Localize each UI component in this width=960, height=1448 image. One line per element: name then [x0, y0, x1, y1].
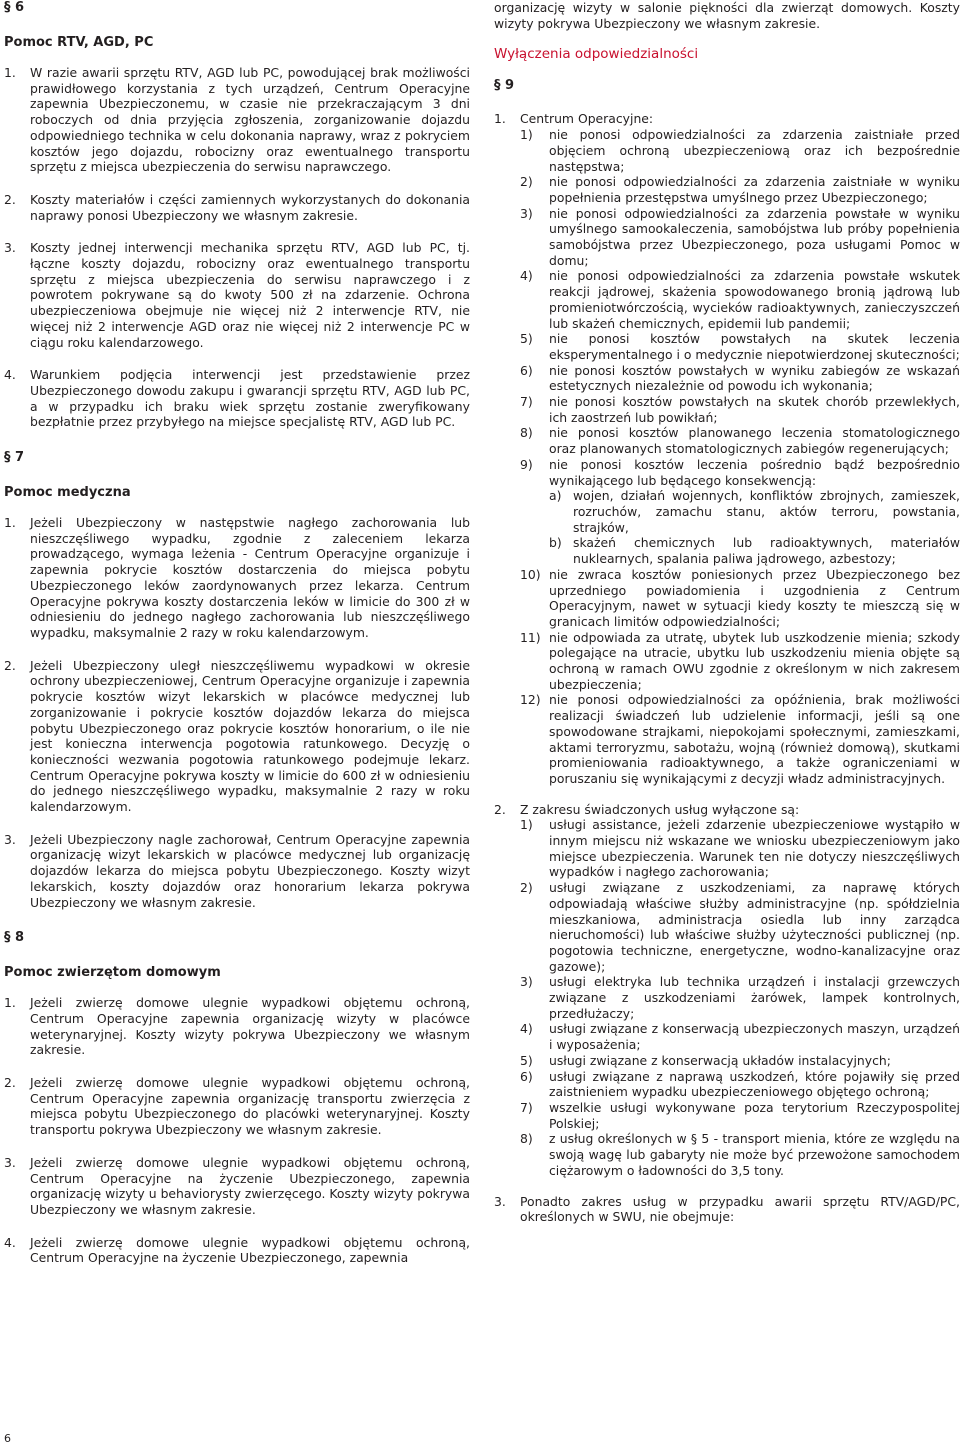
list-item: 11) nie odpowiada za utratę, ubytek lub uszkodzenie mienia; szkody polegające na utracie, ubytku lub uszkodzeniu mienia objęte są ochroną w ramach OWU zgodnie z określonym w nich zakresem ubezpieczenia;	[520, 629, 960, 692]
list-item: 8) nie ponosi kosztów planowanego leczenia stomatologicznego oraz planowanych stomatologicznych zabiegów regenerujących;	[520, 425, 960, 457]
list-item: 3) usługi elektryka lub technika urządzeń i instalacji grzewczych związane z uszkodzeniami żarówek, lampek kontrolnych, przedłużaczy;	[520, 974, 960, 1021]
list-item: 1. Jeżeli zwierzę domowe ulegnie wypadkowi objętemu ochroną, Centrum Operacyjne zapewnia organizację wizyty w placówce weterynaryjnej. Koszty wizyty pokrywa Ubezpieczony we własnym zakresie.	[4, 995, 470, 1058]
excluded-services-sublist	[494, 817, 960, 1178]
list-item: 3. Ponadto zakres usług w przypadku awarii sprzętu RTV/AGD/PC, określonych w SWU, nie obejmuje:	[494, 1193, 960, 1225]
list-item: 6) usługi związane z naprawą uszkodzeń, które pojawiły się przed zaistnieniem wypadku ubezpieczeniowego objętego ochroną;	[520, 1068, 960, 1100]
list-item: 9) nie ponosi kosztów leczenia pośrednio bądź bezpośrednio wynikającego lub będącego konsekwencją:	[520, 456, 960, 488]
section-title-medical: Pomoc medyczna	[4, 485, 131, 501]
section-title-pets: Pomoc zwierzętom domowym	[4, 965, 221, 981]
list-item: 1. Centrum Operacyjne:	[494, 111, 654, 127]
section-marker-9: § 9	[494, 78, 515, 94]
list-item: 1) nie ponosi odpowiedzialności za zdarzenia zaistniałe przed objęciem ochroną ubezpieczeniową oraz ich bezpośrednie następstwa;	[520, 127, 960, 174]
section-marker-7: § 7	[4, 450, 25, 466]
list-item: 1) usługi assistance, jeżeli zdarzenie ubezpieczeniowe wystąpiło w innym miejscu niż wskazane we wniosku ubezpieczeniowym jako miejsce ubezpieczenia. Warunek ten nie dotyczy nieszczęśliwych wypadków i nagłego zachorowania;	[520, 817, 960, 880]
list-item: 2. Jeżeli Ubezpieczony uległ nieszczęśliwemu wypadkowi w okresie ochrony ubezpieczeniowej, Centrum Operacyjne organizuje i zapewnia pokrycie kosztów wizyt lekarskich w placówce medycznej lub zorganizowanie i pokrycie kosztów dojazdów lekarza do miejsca pobytu Ubezpieczonego oraz pokrycie kosztów honorarium, o ile nie jest konieczna interwencja pogotowia ratunkowego. Decyzję o konieczności wezwania pogotowia ratunkowego podejmuje lekarz. Centrum Operacyjne pokrywa koszty w limicie do 600 zł w odniesieniu do jednego nieszczęśliwego wypadku, maksymalnie 2 razy w roku kalendarzowym.	[4, 657, 470, 815]
list-item: 2. Jeżeli zwierzę domowe ulegnie wypadkowi objętemu ochroną, Centrum Operacyjne zapewnia organizację transportu zwierzęcia z miejsca pobytu Ubezpieczonego do placówki weterynaryjnej. Koszty transportu pokrywa Ubezpieczony we własnym zakresie.	[4, 1075, 470, 1138]
right-column	[494, 0, 960, 1225]
list-item: 8) z usług określonych w § 5 - transport mienia, które ze względu na swoją wagę lub gabaryty nie może być przewożone samochodem ciężarowym o ładowności do 3,5 tony.	[520, 1131, 960, 1178]
list-item: 3. Jeżeli zwierzę domowe ulegnie wypadkowi objętemu ochroną, Centrum Operacyjne na życzenie Ubezpieczonego, zapewnia organizację wizyty u behaviorysty zwierzęcego. Koszty wizyty pokrywa Ubezpieczony we własnym zakresie.	[4, 1154, 470, 1217]
list-item: 3. Koszty jednej interwencji mechanika sprzętu RTV, AGD lub PC, tj. łączne koszty dojazdu, robocizny oraz ewentualnego transportu sprzętu z miejsca ubezpieczenia do serwisu naprawczego i z powrotem pokrywane są do kwoty 500 zł na zdarzenie. Ochrona ubezpieczeniowa obejmuje nie więcej niż 2 interwencje RTV, nie więcej niż 2 interwencje AGD oraz nie więcej niż 2 interwencje PC w ciągu roku kalendarzowego.	[4, 240, 470, 350]
list-item: 1. Jeżeli Ubezpieczony w następstwie nagłego zachorowania lub nieszczęśliwego wypadku, zgodnie z zaleceniem lekarza prowadzącego, wymaga leżenia - Centrum Operacyjne organizuje i zapewnia pokrycie kosztów dostarczenia do miejsca pobytu Ubezpieczonego leków zaordynowanych przez lekarza. Centrum Operacyjne pokrywa koszty dostarczenia leków w limicie do 300 zł w odniesieniu do jednego nagłego zachorowania lub nieszczęśliwego wypadku, maksymalnie 2 razy w roku kalendarzowym.	[4, 515, 470, 640]
list-item: 2) usługi związane z uszkodzeniami, za naprawę których odpowiadają właściwe służby administracyjne (np. spółdzielnia mieszkaniowa, administracja osiedla lub inny zarządca nieruchomości) lub właściwe służby użyteczności publicznej (np. pogotowia techniczne, energetyczne, wodno-kanalizacyjne oraz gazowe);	[520, 880, 960, 974]
list-item: 2. Koszty materiałów i części zamiennych wykorzystanych do dokonania naprawy ponosi Ubezpieczony we własnym zakresie.	[4, 191, 470, 223]
list-item: b) skażeń chemicznych lub radioaktywnych, materiałów nuklearnych, spalania paliwa jądrowego, azbestozy;	[549, 535, 960, 567]
list-item: 4. Warunkiem podjęcia interwencji jest przedstawienie przez Ubezpieczonego dowodu zakupu i gwarancji sprzętu RTV, AGD lub PC, a w przypadku ich braku wiek sprzętu zostanie zweryfikowany bezpłatnie przez przybyłego na miejsce specjalistę RTV, AGD lub PC.	[4, 367, 470, 430]
list-item: 10) nie zwraca kosztów poniesionych przez Ubezpieczonego bez uprzedniego powiadomienia i uzgodnienia z Centrum Operacyjnym, nawet w sytuacji kiedy koszty te mieszczą się w granicach limitów odpowiedzialności;	[520, 566, 960, 629]
section-title-rtv-agd-pc: Pomoc RTV, AGD, PC	[4, 35, 154, 50]
list-item: 2) nie ponosi odpowiedzialności za zdarzenia zaistniałe w wyniku popełnienia przestępstwa umyślnego przez Ubezpieczonego;	[520, 174, 960, 205]
section-title-exclusions: Wyłączenia odpowiedzialności	[494, 46, 699, 63]
list-item: 7) nie ponosi kosztów powstałych na skutek chorób przewlekłych, ich zaostrzeń lub powikłań;	[520, 394, 960, 425]
list-item: 3) nie ponosi odpowiedzialności za zdarzenia powstałe w wyniku umyślnego samookaleczenia, samobójstwa lub próby popełnienia samobójstwa przez Ubezpieczonego, poza usługami Pomoc w domu;	[520, 205, 960, 268]
list-item: 3. Jeżeli Ubezpieczony nagle zachorował, Centrum Operacyjne zapewnia organizację wizyt lekarskich w placówce medycznej lub organizację dojazdów lekarza do miejsca pobytu Ubezpieczonego. Koszty wizyt lekarskich, koszty dojazdów oraz honorarium lekarza pokrywa Ubezpieczony we własnym zakresie.	[4, 831, 470, 910]
list-item: a) wojen, działań wojennych, konfliktów zbrojnych, zamieszek, rozruchów, zamachu stanu, aktów terroru, powstania, strajków,	[549, 488, 960, 535]
list-item: 12) nie ponosi odpowiedzialności za opóźnienia, brak możliwości realizacji świadczeń lub udzielenie informacji, jeśli są one spowodowane strajkami, niepokojami społecznymi, zamieszkami, aktami terroryzmu, sabotażu, wojną (również domową), skutkami promieniowania radioaktywnego, a także ograniczeniami w poruszaniu się wynikającymi z decyzji władz administracyjnych.	[520, 692, 960, 786]
list-item: 7) wszelkie usługi wykonywane poza terytorium Rzeczypospolitej Polskiej;	[520, 1100, 960, 1131]
section-marker-6: § 6	[4, 0, 25, 15]
list-item: 4) nie ponosi odpowiedzialności za zdarzenia powstałe wskutek reakcji jądrowej, skażenia spowodowanego bronią jądrową lub promieniotwórczością, wycieków radioaktywnych, zanieczyszczeń lub skażeń chemicznych, epidemii lub pandemii;	[520, 268, 960, 331]
list-item: 1. W razie awarii sprzętu RTV, AGD lub PC, powodującej brak możliwości prawidłowego korzystania z tych urządzeń, Centrum Operacyjne zapewnia Ubezpieczonemu, w czasie nie przekraczającym 3 dni roboczych od dnia przyjęcia zgłoszenia, zorganizowanie dojazdu odpowiedniego technika w celu dokonania naprawy, wraz z pokryciem kosztów jego dojazdu, robocizny oraz ewentualnego transportu sprzętu z miejsca ubezpieczenia do serwisu naprawczego.	[4, 65, 470, 175]
list-item: 4) usługi związane z konserwacją ubezpieczonych maszyn, urządzeń i wyposażenia;	[520, 1021, 960, 1053]
list-item: 6) nie ponosi kosztów powstałych w wyniku zabiegów ze wskazań estetycznych niezależnie od powodu ich wykonania;	[520, 362, 960, 394]
section-marker-8: § 8	[4, 930, 25, 946]
list-item: 4. Jeżeli zwierzę domowe ulegnie wypadkowi objętemu ochroną, Centrum Operacyjne na życzenie Ubezpieczonego, zapewnia	[4, 1234, 470, 1266]
list-item: 5) nie ponosi kosztów powstałych na skutek leczenia eksperymentalnego i o medycznie niepotwierdzonej skuteczności;	[520, 331, 960, 362]
list-item: 5) usługi związane z konserwacją układów instalacyjnych;	[520, 1052, 891, 1068]
list-item: 2. Z zakresu świadczonych usług wyłączone są:	[494, 801, 800, 817]
left-column	[4, 0, 470, 1266]
page-number: 6	[4, 1432, 11, 1445]
continuation-text: organizację wizyty w salonie piękności dla zwierząt domowych. Koszty wizyty pokrywa Ubezpieczony we własnym zakresie.	[494, 0, 960, 31]
nested-sublist	[520, 488, 960, 567]
exclusions-sublist	[494, 127, 960, 787]
